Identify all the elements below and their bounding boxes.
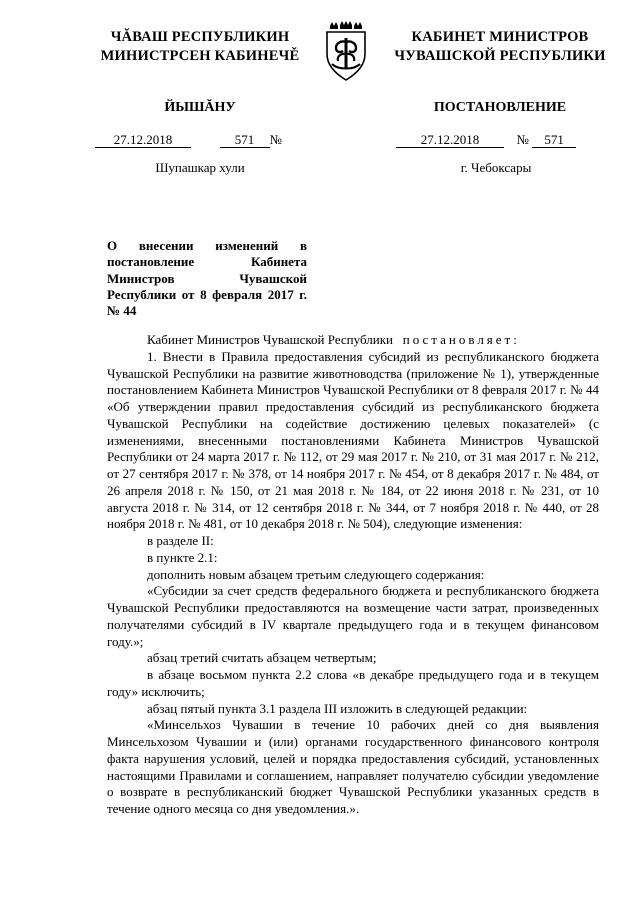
document-body	[107, 332, 599, 818]
header-left-line2: МИНИСТРСЕН КАБИНЕЧĚ	[100, 48, 300, 64]
city-right: г. Чебоксары	[460, 160, 532, 175]
header-right-org	[385, 28, 615, 66]
intro-verb: постановляет:	[402, 332, 520, 347]
paragraph-5: «Субсидии за счет средств федерального бюджета и республиканского бюджета Чувашской Республики предоставляются на возмещение части затрат, произведенных получателями субсидий в IV квартале предыдущего года и в текущем финансовом году.»;	[107, 583, 599, 649]
paragraph-9: «Минсельхоз Чувашии в течение 10 рабочих дней со дня выявления Минсельхозом Чувашии и (или) органами государственного финансового контроля факта нарушения условий, целей и порядка предоставления субсидий, установленных настоящими Правилами и соглашением, направляет получателю субсидии уведомление о возврате в республиканский бюджет Чувашской Республики указанных средств в течение одного месяца со дня уведомления.».	[107, 717, 599, 816]
paragraph-8: абзац пятый пункта 3.1 раздела III изложить в следующей редакции:	[147, 700, 528, 716]
emblem-icon	[322, 20, 370, 82]
paragraph-2: в разделе II:	[147, 533, 214, 548]
doc-type-right: ПОСТАНОВЛЕНИЕ	[433, 100, 567, 115]
right-number: 571	[532, 133, 576, 148]
right-date-number-line	[396, 132, 576, 148]
document-title: О внесении изменений в постановление Кабинета Министров Чувашской Республики от 8 февраля 2017 г. № 44	[107, 238, 307, 319]
right-number-sign: №	[516, 132, 529, 147]
paragraph-4: дополнить новым абзацем третьим следующего содержания:	[147, 566, 485, 582]
paragraph-6: абзац третий считать абзацем четвертым;	[147, 650, 377, 666]
header-left-line1: ЧĂВАШ РЕСПУБЛИКИН	[110, 29, 290, 45]
intro-prefix: Кабинет Министров Чувашской Республики	[147, 332, 393, 347]
right-date: 27.12.2018	[396, 133, 504, 148]
doc-type-left: ЙЫШĂНУ	[164, 100, 236, 115]
paragraph-7: в абзаце восьмом пункта 2.2 слова «в декабре предыдущего года и в текущем году» исключить;	[107, 667, 599, 699]
header-left-org	[95, 28, 305, 66]
left-date: 27.12.2018	[95, 133, 191, 148]
paragraph-1: 1. Внести в Правила предоставления субсидий из республиканского бюджета Чувашской Республики на развитие животноводства (приложение № 1), утвержденные постановлением Кабинета Министров Чувашской Республики от 8 февраля 2017 г. № 44 «Об утверждении правил предоставления субсидий из республиканского бюджета Чувашской Республики на содействие достижению целевых показателей» (с изменениями, внесенными постановлениями Кабинета Министров Чувашской Республики от 24 марта 2017 г. № 112, от 29 мая 2017 г. № 210, от 31 мая 2017 г. № 212, от 27 сентября 2017 г. № 378, от 14 ноября 2017 г. № 454, от 8 декабря 2017 г. № 484, от 26 апреля 2018 г. № 150, от 21 мая 2018 г. № 184, от 22 июня 2018 г. № 231, от 10 августа 2018 г. № 314, от 12 сентября 2018 г. № 344, от 7 ноября 2018 г. № 440, от 28 ноября 2018 г. № 481, от 10 декабря 2018 г. № 504), следующие изменения:	[107, 348, 599, 532]
coat-of-arms-emblem	[322, 20, 370, 82]
city-left: Шупашкар хули	[155, 160, 245, 175]
left-date-number-line	[95, 132, 282, 148]
left-number: 571	[220, 133, 270, 148]
paragraph-3: в пункте 2.1:	[147, 549, 218, 565]
header-right-line2: ЧУВАШСКОЙ РЕСПУБЛИКИ	[394, 48, 606, 64]
header-right-line1: КАБИНЕТ МИНИСТРОВ	[411, 29, 589, 45]
intro-paragraph	[107, 332, 599, 349]
left-number-sign: №	[269, 132, 282, 147]
